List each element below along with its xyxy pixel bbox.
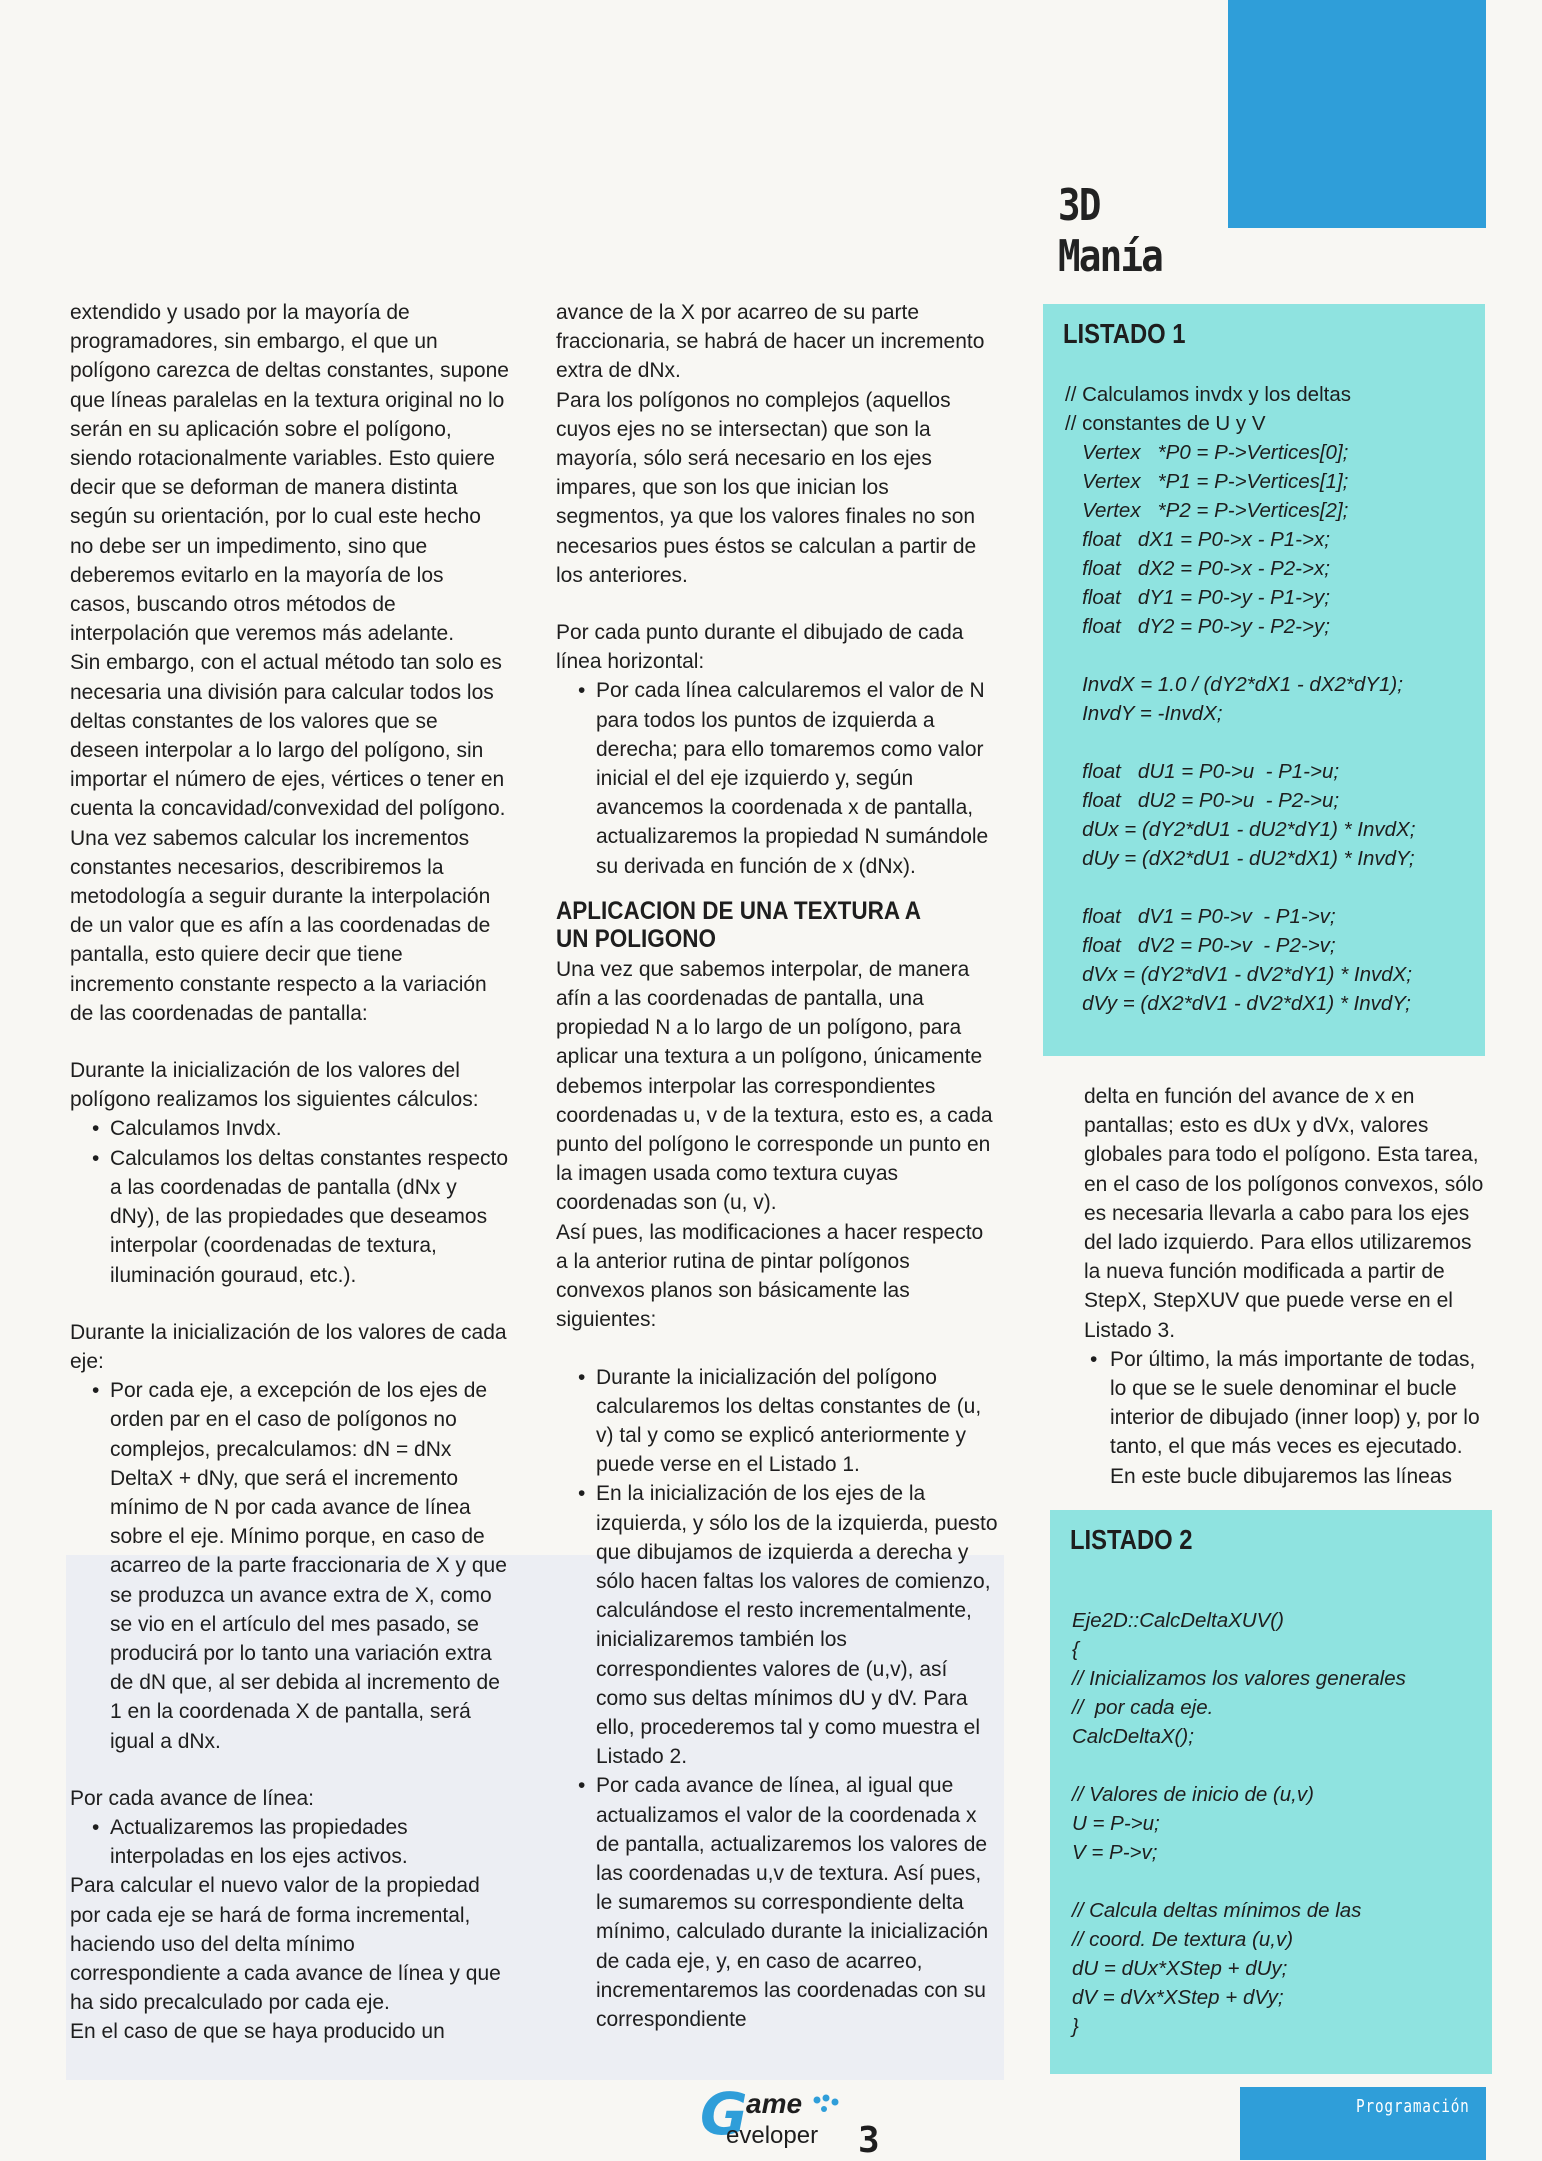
list-item: • Durante la inicialización del polígono calcularemos los deltas constantes de (u, v) tal y como se explicó anteriormente y puede verse en el Listado 1. <box>556 1363 1000 1480</box>
code-line: Vertex *P2 = P->Vertices[2]; <box>1082 499 1349 522</box>
paragraph: Durante la inicialización de los valores de cada eje: <box>70 1320 507 1373</box>
paragraph: Para calcular el nuevo valor de la propiedad por cada eje se hará de forma incremental, haciendo uso del delta mínimo correspondiente a cada avance de línea y que ha sido precalculado por cada eje. <box>70 1874 501 2015</box>
code-line: CalcDeltaX(); <box>1072 1725 1194 1748</box>
bullet-list <box>70 1114 510 1289</box>
code-line: dVy = (dX2*dV1 - dV2*dX1) * InvdY; <box>1082 992 1411 1015</box>
paragraph: Así pues, las modificaciones a hacer respecto a la anterior rutina de pintar polígonos convexos planos son básicamente las siguientes: <box>556 1220 984 1332</box>
listing-title: LISTADO 1 <box>1063 318 1186 349</box>
listing-2-box <box>1050 1510 1492 2074</box>
code-line: // Valores de inicio de (u,v) <box>1072 1783 1314 1806</box>
column-2 <box>556 298 1000 2034</box>
logo-text: ame <box>746 2088 803 2119</box>
code-block <box>1065 380 1415 1018</box>
listing-1-box <box>1043 304 1485 1056</box>
code-line: dV = dVx*XStep + dVy; <box>1072 1986 1284 2009</box>
list-item: • Por cada línea calcularemos el valor de N para todos los puntos de izquierda a derecha; para ello tomaremos como valor inicial el del eje izquierdo y, según avancemos la coordenada x de pantalla, actualizaremos la propiedad N sumándole su derivada en función de x (dNx). <box>556 676 1000 880</box>
code-line: float dY2 = P0->y - P2->y; <box>1082 615 1330 638</box>
list-item: • Por último, la más importante de todas, lo que se le suele denominar el bucle interior de dibujado (inner loop) y, por lo tanto, el que más veces es ejecutado. En este bucle dibujaremos las líneas <box>1084 1345 1484 1491</box>
logo-text: eveloper <box>726 2122 819 2149</box>
spacer <box>70 1290 510 1318</box>
bullet-list <box>556 676 1000 880</box>
code-line: float dX2 = P0->x - P2->x; <box>1082 557 1330 580</box>
paragraph: delta en función del avance de x en pantallas; esto es dUx y dVx, valores globales para todo el polígono. Esta tarea, en el caso de los polígonos convexos, sólo es necesaria llevarla a cabo para los ejes del lado izquierdo. Para ellos utilizaremos la nueva función modificada a partir de StepX, StepXUV que puede verse en el Listado 3. <box>1084 1085 1484 1342</box>
page-number: 3 <box>858 2120 880 2161</box>
list-item: • En la inicialización de los ejes de la izquierda, y sólo los de la izquierda, puesto que dibujamos de izquierda a derecha y sólo hacen faltas los valores de comienzo, calculándose el resto incrementalmente, inicializaremos también los correspondientes valores de (u,v), así como sus deltas mínimos dU y dV. Para ello, procederemos tal y como muestra el Listado 2. <box>556 1479 1000 1771</box>
bullet-list <box>70 1813 510 1871</box>
code-line: U = P->u; <box>1072 1812 1160 1835</box>
paragraph: Para los polígonos no complejos (aquellos cuyos ejes no se intersectan) que son la mayoría, sólo será necesario en los ejes impares, que son los que inician los segmentos, ya que los valores finales no son necesarios pues éstos se calculan a partir de los anteriores. <box>556 388 977 587</box>
header-accent-block <box>1228 0 1486 228</box>
code-line: // Inicializamos los valores generales <box>1072 1667 1406 1690</box>
column-3 <box>1084 1082 1484 1491</box>
listing-title: LISTADO 2 <box>1070 1524 1193 1555</box>
paragraph: extendido y usado por la mayoría de programadores, sin embargo, el que un polígono carezca de deltas constantes, supone que líneas paralelas en la textura original no lo serán en su aplicación sobre el polígono, siendo rotacionalmente variables. Esto quiere decir que se deforman de manera distinta según su orientación, por lo cual este hecho no debe ser un impedimento, sino que deberemos evitarlo en la mayoría de los casos, buscando otros métodos de interpolación que veremos más adelante. <box>70 301 509 646</box>
paragraph: Sin embargo, con el actual método tan solo es necesaria una división para calcular todos los deltas constantes de los valores que se deseen interpolar a lo largo del polígono, sin importar el número de ejes, vértices o tener en cuenta la concavidad/convexidad del polígono. <box>70 651 506 821</box>
code-comment: // Calculamos invdx y los deltas <box>1065 383 1351 406</box>
paragraph: Por cada avance de línea: <box>70 1786 315 1810</box>
bullet-list <box>1084 1345 1484 1491</box>
code-line: InvdY = -InvdX; <box>1082 702 1223 725</box>
list-item: • Calculamos los deltas constantes respecto a las coordenadas de pantalla (dNx y dNy), de las propiedades que deseamos interpolar (coordenadas de textura, iluminación gouraud, etc.). <box>70 1144 510 1290</box>
code-line: } <box>1072 2015 1079 2038</box>
code-line: float dV2 = P0->v - P2->v; <box>1082 934 1336 957</box>
code-line: float dY1 = P0->y - P1->y; <box>1082 586 1330 609</box>
code-line: Vertex *P1 = P->Vertices[1]; <box>1082 470 1349 493</box>
list-item: • Por cada eje, a excepción de los ejes de orden par en el caso de polígonos no complejos, precalculamos: dN = dNx DeltaX + dNy, que será el incremento mínimo de N por cada avance de línea sobre el eje. Mínimo porque, en caso de acarreo de la parte fraccionaria de X y que se produzca un avance extra de X, como se vio en el artículo del mes pasado, se producirá por lo tanto una variación extra de dN que, al ser debida al incremento de 1 en la coordenada X de pantalla, será igual a dNx. <box>70 1376 510 1756</box>
code-line: float dX1 = P0->x - P1->x; <box>1082 528 1330 551</box>
logo-letter: G <box>700 2080 748 2148</box>
paragraph: avance de la X por acarreo de su parte fraccionaria, se habrá de hacer un incremento extra de dNx. <box>556 301 985 383</box>
code-line: Vertex *P0 = P->Vertices[0]; <box>1082 441 1349 464</box>
code-line: dUx = (dY2*dU1 - dU2*dY1) * InvdX; <box>1082 818 1416 841</box>
bullet-list <box>556 1363 1000 2035</box>
code-line: dU = dUx*XStep + dUy; <box>1072 1957 1288 1980</box>
paragraph: Por cada punto durante el dibujado de cada línea horizontal: <box>556 621 964 674</box>
code-line: // Calcula deltas mínimos de las <box>1072 1899 1362 1922</box>
code-line: float dU1 = P0->u - P1->u; <box>1082 760 1340 783</box>
spacer <box>556 590 1000 618</box>
paragraph: Durante la inicialización de los valores del polígono realizamos los siguientes cálculos: <box>70 1059 479 1112</box>
code-line: Eje2D::CalcDeltaXUV() <box>1072 1609 1284 1632</box>
code-line: // coord. De textura (u,v) <box>1072 1928 1294 1951</box>
spacer <box>70 1028 510 1056</box>
list-item: • Calculamos Invdx. <box>70 1114 510 1143</box>
code-line: float dU2 = P0->u - P2->u; <box>1082 789 1340 812</box>
paragraph: En el caso de que se haya producido un <box>70 2020 445 2044</box>
footer-section-label: Programación <box>1356 2096 1470 2117</box>
paragraph: Una vez sabemos calcular los incrementos constantes necesarios, describiremos la metodología a seguir durante la interpolación de un valor que es afín a las coordenadas de pantalla, esto quiere decir que tiene incremento constante respecto a la variación de las coordenadas de pantalla: <box>70 826 491 1025</box>
code-block <box>1072 1606 1406 2041</box>
paragraph: Una vez que sabemos interpolar, de manera afín a las coordenadas de pantalla, una propiedad N a lo largo de un polígono, para aplicar una textura a un polígono, únicamente debemos interpolar las correspondientes coordenadas u, v de la textura, esto es, a cada punto del polígono le corresponde un punto en la imagen usada como textura cuyas coordenadas son (u, v). <box>556 957 993 1215</box>
logo-dots-icon <box>812 2094 842 2116</box>
section-title: 3D Manía <box>1058 180 1163 282</box>
code-line: InvdX = 1.0 / (dY2*dX1 - dX2*dY1); <box>1082 673 1403 696</box>
code-line: V = P->v; <box>1072 1841 1158 1864</box>
magazine-logo <box>700 2080 880 2160</box>
code-line: // por cada eje. <box>1072 1696 1214 1719</box>
code-line: { <box>1072 1638 1079 1661</box>
code-line: dVx = (dY2*dV1 - dV2*dY1) * InvdX; <box>1082 963 1412 986</box>
list-item: • Actualizaremos las propiedades interpoladas en los ejes activos. <box>70 1813 510 1871</box>
spacer <box>70 1756 510 1784</box>
bullet-list <box>70 1376 510 1756</box>
code-line: float dV1 = P0->v - P1->v; <box>1082 905 1336 928</box>
column-1 <box>70 298 510 2047</box>
section-heading: APLICACION DE UNA TEXTURA A UN POLIGONO <box>556 896 921 953</box>
spacer <box>556 1335 1000 1363</box>
code-line: dUy = (dX2*dU1 - dU2*dX1) * InvdY; <box>1082 847 1415 870</box>
code-comment: // constantes de U y V <box>1065 412 1266 435</box>
list-item: • Por cada avance de línea, al igual que actualizamos el valor de la coordenada x de pantalla, actualizaremos los valores de las coordenadas u,v de textura. Así pues, le sumaremos su correspondiente delta mínimo, calculado durante la inicialización de cada eje, y, en caso de acarreo, incrementaremos las coordenadas con su correspondiente <box>556 1771 1000 2034</box>
